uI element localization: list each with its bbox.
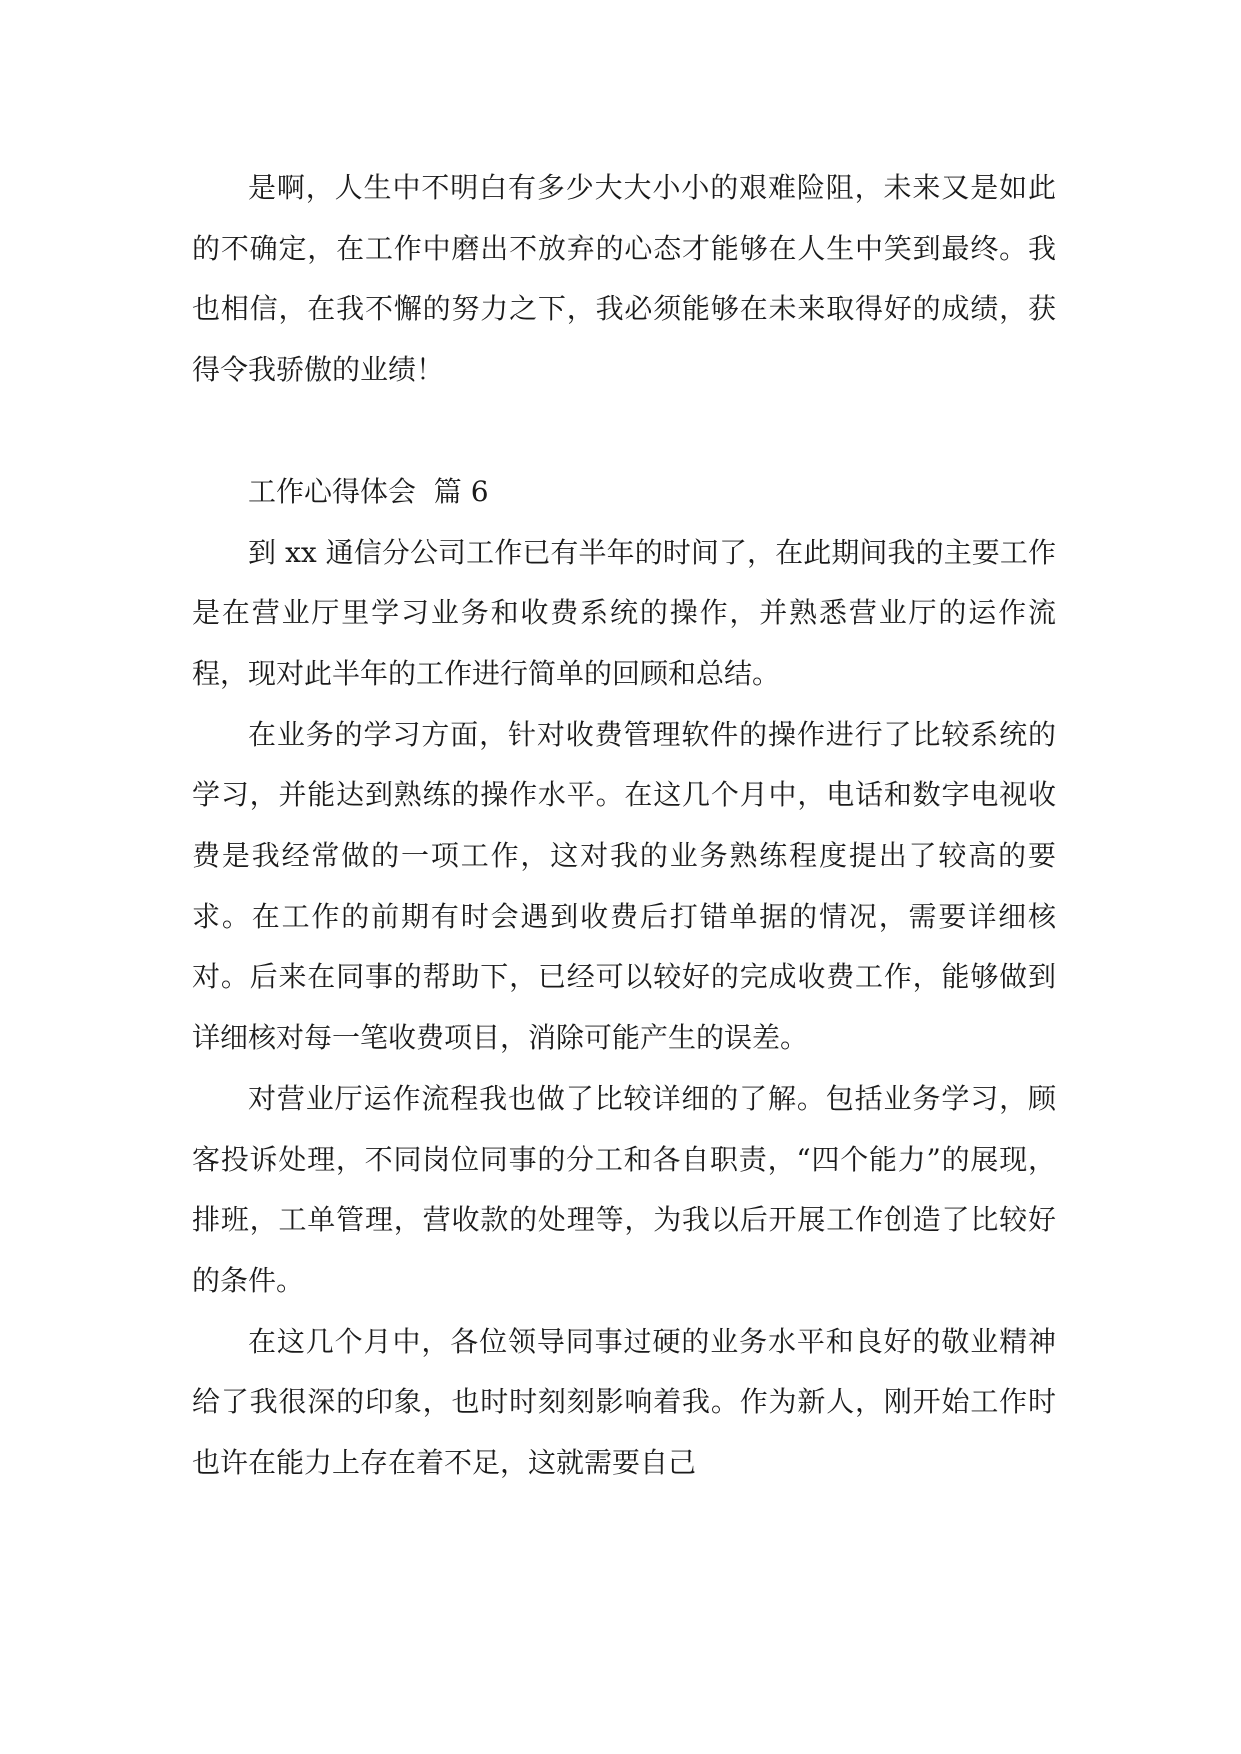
section-heading: 工作心得体会 篇 6 bbox=[248, 474, 489, 508]
paragraph-business-learning: 在业务的学习方面，针对收费管理软件的操作进行了比较系统的学习，并能达到熟练的操作水平。在这几个月中，电话和数字电视收费是我经常做的一项工作，这对我的业务熟练程度提出了较高的要求。在工作的前期有时会遇到收费后打错单据的情况，需要详细核对。后来在同事的帮助下，已经可以较好的完成收费工作，能够做到详细核对每一笔收费项目，消除可能产生的误差。 bbox=[192, 717, 1056, 1055]
paragraph-workflow: 对营业厅运作流程我也做了比较详细的了解。包括业务学习，顾客投诉处理，不同岗位同事的分工和各自职责，“四个能力”的展现，排班，工单管理，营收款的处理等，为我以后开展工作创造了比较好的条件。 bbox=[192, 1081, 1056, 1297]
section-spacer bbox=[192, 401, 1056, 462]
document-body bbox=[192, 158, 1056, 1494]
paragraph-colleagues: 在这几个月中，各位领导同事过硬的业务水平和良好的敬业精神给了我很深的印象，也时时刻刻影响着我。作为新人，刚开始工作时也许在能力上存在着不足，这就需要自己 bbox=[192, 1324, 1056, 1480]
paragraph-closing-previous-section: 是啊，人生中不明白有多少大大小小的艰难险阻，未来又是如此的不确定，在工作中磨出不放弃的心态才能够在人生中笑到最终。我也相信，在我不懈的努力之下，我必须能够在未来取得好的成绩，获得令我骄傲的业绩！ bbox=[192, 171, 1056, 387]
paragraph-intro: 到 xx 通信分公司工作已有半年的时间了，在此期间我的主要工作是在营业厅里学习业务和收费系统的操作，并熟悉营业厅的运作流程，现对此半年的工作进行简单的回顾和总结。 bbox=[192, 535, 1056, 690]
